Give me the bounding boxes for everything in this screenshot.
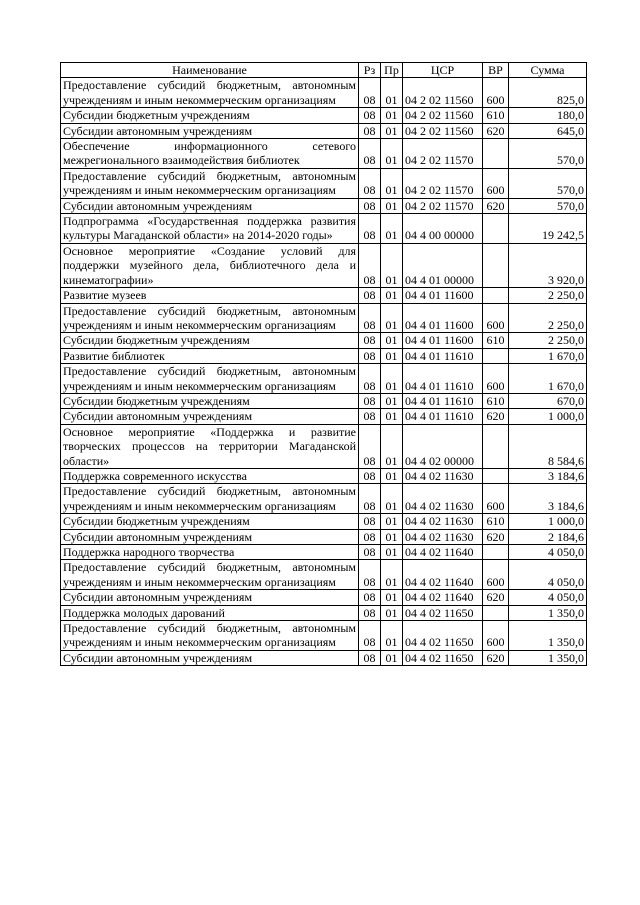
row-vr-cell: 600 xyxy=(483,621,509,651)
row-vr-cell xyxy=(483,545,509,560)
row-name-cell: Поддержка народного творчества xyxy=(61,545,359,560)
row-pr-cell: 01 xyxy=(381,409,403,424)
row-pr-cell: 01 xyxy=(381,650,403,665)
row-rz-cell: 08 xyxy=(359,409,381,424)
row-vr-cell: 610 xyxy=(483,393,509,408)
table-row xyxy=(61,393,587,408)
row-rz-cell: 08 xyxy=(359,168,381,198)
row-rz-cell: 08 xyxy=(359,288,381,303)
row-name-cell: Субсидии автономным учреждениям xyxy=(61,198,359,213)
row-name-cell: Предоставление субсидий бюджетным, автономным учреждениям и иным некоммерческим организациям xyxy=(61,484,359,514)
row-csr-cell: 04 4 02 11630 xyxy=(403,514,483,529)
table-row xyxy=(61,605,587,620)
row-sum-cell: 3 184,6 xyxy=(509,468,587,483)
row-csr-cell: 04 4 02 11650 xyxy=(403,650,483,665)
row-csr-cell: 04 4 01 11600 xyxy=(403,333,483,348)
table-row xyxy=(61,514,587,529)
row-rz-cell: 08 xyxy=(359,621,381,651)
row-vr-cell: 620 xyxy=(483,198,509,213)
row-pr-cell: 01 xyxy=(381,168,403,198)
row-csr-cell: 04 2 02 11570 xyxy=(403,168,483,198)
row-sum-cell: 180,0 xyxy=(509,108,587,123)
row-pr-cell: 01 xyxy=(381,214,403,244)
row-sum-cell: 8 584,6 xyxy=(509,424,587,468)
row-vr-cell: 600 xyxy=(483,560,509,590)
row-name-cell: Предоставление субсидий бюджетным, автономным учреждениям и иным некоммерческим организациям xyxy=(61,303,359,333)
budget-table xyxy=(60,62,587,666)
row-rz-cell: 08 xyxy=(359,214,381,244)
row-pr-cell: 01 xyxy=(381,393,403,408)
row-csr-cell: 04 4 01 11610 xyxy=(403,409,483,424)
table-row xyxy=(61,139,587,169)
row-pr-cell: 01 xyxy=(381,78,403,108)
row-sum-cell: 4 050,0 xyxy=(509,560,587,590)
row-rz-cell: 08 xyxy=(359,348,381,363)
row-sum-cell: 3 184,6 xyxy=(509,484,587,514)
row-pr-cell: 01 xyxy=(381,243,403,287)
row-csr-cell: 04 4 02 11650 xyxy=(403,605,483,620)
row-vr-cell: 610 xyxy=(483,108,509,123)
row-rz-cell: 08 xyxy=(359,529,381,544)
row-vr-cell: 600 xyxy=(483,78,509,108)
row-pr-cell: 01 xyxy=(381,123,403,138)
row-csr-cell: 04 4 00 00000 xyxy=(403,214,483,244)
row-sum-cell: 1 350,0 xyxy=(509,605,587,620)
row-rz-cell: 08 xyxy=(359,590,381,605)
row-sum-cell: 1 350,0 xyxy=(509,650,587,665)
row-pr-cell: 01 xyxy=(381,139,403,169)
table-row xyxy=(61,214,587,244)
table-header-row xyxy=(61,63,587,78)
row-sum-cell: 825,0 xyxy=(509,78,587,108)
table-row xyxy=(61,560,587,590)
row-name-cell: Субсидии автономным учреждениям xyxy=(61,529,359,544)
row-csr-cell: 04 4 01 11610 xyxy=(403,364,483,394)
row-name-cell: Подпрограмма «Государственная поддержка развития культуры Магаданской области» на 2014-2020 годы» xyxy=(61,214,359,244)
row-name-cell: Поддержка современного искусства xyxy=(61,468,359,483)
row-sum-cell: 1 350,0 xyxy=(509,621,587,651)
row-csr-cell: 04 4 02 11630 xyxy=(403,484,483,514)
row-rz-cell: 08 xyxy=(359,650,381,665)
row-csr-cell: 04 4 01 00000 xyxy=(403,243,483,287)
row-sum-cell: 645,0 xyxy=(509,123,587,138)
table-row xyxy=(61,78,587,108)
row-sum-cell: 570,0 xyxy=(509,139,587,169)
row-sum-cell: 4 050,0 xyxy=(509,545,587,560)
row-rz-cell: 08 xyxy=(359,560,381,590)
row-pr-cell: 01 xyxy=(381,545,403,560)
row-pr-cell: 01 xyxy=(381,108,403,123)
row-pr-cell: 01 xyxy=(381,468,403,483)
row-rz-cell: 08 xyxy=(359,123,381,138)
row-pr-cell: 01 xyxy=(381,348,403,363)
row-sum-cell: 1 670,0 xyxy=(509,364,587,394)
row-pr-cell: 01 xyxy=(381,514,403,529)
row-vr-cell xyxy=(483,243,509,287)
row-rz-cell: 08 xyxy=(359,605,381,620)
table-body xyxy=(61,78,587,666)
row-pr-cell: 01 xyxy=(381,621,403,651)
row-vr-cell: 610 xyxy=(483,514,509,529)
table-row xyxy=(61,468,587,483)
row-pr-cell: 01 xyxy=(381,333,403,348)
row-sum-cell: 19 242,5 xyxy=(509,214,587,244)
row-pr-cell: 01 xyxy=(381,364,403,394)
row-pr-cell: 01 xyxy=(381,484,403,514)
row-vr-cell: 620 xyxy=(483,409,509,424)
row-csr-cell: 04 4 01 11600 xyxy=(403,303,483,333)
row-sum-cell: 2 250,0 xyxy=(509,303,587,333)
table-row xyxy=(61,484,587,514)
row-vr-cell xyxy=(483,288,509,303)
row-csr-cell: 04 4 02 11650 xyxy=(403,621,483,651)
row-csr-cell: 04 4 02 11630 xyxy=(403,529,483,544)
row-rz-cell: 08 xyxy=(359,333,381,348)
row-rz-cell: 08 xyxy=(359,108,381,123)
row-pr-cell: 01 xyxy=(381,560,403,590)
header-rz: Рз xyxy=(359,63,381,78)
row-vr-cell: 600 xyxy=(483,168,509,198)
row-name-cell: Развитие музеев xyxy=(61,288,359,303)
row-csr-cell: 04 2 02 11570 xyxy=(403,139,483,169)
row-rz-cell: 08 xyxy=(359,303,381,333)
row-vr-cell xyxy=(483,424,509,468)
row-csr-cell: 04 4 01 11600 xyxy=(403,288,483,303)
row-csr-cell: 04 4 02 11640 xyxy=(403,590,483,605)
header-csr: ЦСР xyxy=(403,63,483,78)
table-row xyxy=(61,529,587,544)
table-row xyxy=(61,424,587,468)
row-rz-cell: 08 xyxy=(359,514,381,529)
table-row xyxy=(61,198,587,213)
row-csr-cell: 04 4 02 11640 xyxy=(403,560,483,590)
table-row xyxy=(61,303,587,333)
row-rz-cell: 08 xyxy=(359,424,381,468)
row-vr-cell: 620 xyxy=(483,650,509,665)
row-rz-cell: 08 xyxy=(359,484,381,514)
row-name-cell: Основное мероприятие «Поддержка и развитие творческих процессов на территории Магаданской области» xyxy=(61,424,359,468)
row-name-cell: Субсидии бюджетным учреждениям xyxy=(61,108,359,123)
row-name-cell: Предоставление субсидий бюджетным, автономным учреждениям и иным некоммерческим организациям xyxy=(61,560,359,590)
row-name-cell: Поддержка молодых дарований xyxy=(61,605,359,620)
row-vr-cell: 600 xyxy=(483,303,509,333)
row-vr-cell xyxy=(483,605,509,620)
row-vr-cell: 620 xyxy=(483,590,509,605)
row-rz-cell: 08 xyxy=(359,393,381,408)
row-name-cell: Субсидии автономным учреждениям xyxy=(61,650,359,665)
row-sum-cell: 2 184,6 xyxy=(509,529,587,544)
row-vr-cell: 600 xyxy=(483,364,509,394)
row-rz-cell: 08 xyxy=(359,139,381,169)
header-vr: ВР xyxy=(483,63,509,78)
table-row xyxy=(61,545,587,560)
row-csr-cell: 04 2 02 11560 xyxy=(403,123,483,138)
row-name-cell: Субсидии бюджетным учреждениям xyxy=(61,514,359,529)
row-csr-cell: 04 2 02 11560 xyxy=(403,108,483,123)
row-pr-cell: 01 xyxy=(381,288,403,303)
row-csr-cell: 04 4 02 11630 xyxy=(403,468,483,483)
row-name-cell: Основное мероприятие «Создание условий для поддержки музейного дела, библиотечного дела и кинематографии» xyxy=(61,243,359,287)
row-name-cell: Субсидии автономным учреждениям xyxy=(61,590,359,605)
header-name: Наименование xyxy=(61,63,359,78)
row-pr-cell: 01 xyxy=(381,424,403,468)
row-vr-cell: 610 xyxy=(483,333,509,348)
row-name-cell: Обеспечение информационного сетевого межрегионального взаимодействия библиотек xyxy=(61,139,359,169)
row-name-cell: Предоставление субсидий бюджетным, автономным учреждениям и иным некоммерческим организациям xyxy=(61,621,359,651)
table-row xyxy=(61,123,587,138)
row-rz-cell: 08 xyxy=(359,198,381,213)
row-vr-cell: 600 xyxy=(483,484,509,514)
row-pr-cell: 01 xyxy=(381,605,403,620)
row-rz-cell: 08 xyxy=(359,545,381,560)
row-sum-cell: 1 670,0 xyxy=(509,348,587,363)
row-vr-cell xyxy=(483,348,509,363)
table-row xyxy=(61,243,587,287)
row-name-cell: Предоставление субсидий бюджетным, автономным учреждениям и иным некоммерческим организациям xyxy=(61,168,359,198)
row-sum-cell: 3 920,0 xyxy=(509,243,587,287)
table-row xyxy=(61,364,587,394)
table-row xyxy=(61,168,587,198)
row-name-cell: Субсидии автономным учреждениям xyxy=(61,409,359,424)
row-sum-cell: 4 050,0 xyxy=(509,590,587,605)
row-rz-cell: 08 xyxy=(359,243,381,287)
row-vr-cell: 620 xyxy=(483,123,509,138)
row-rz-cell: 08 xyxy=(359,468,381,483)
table-row xyxy=(61,621,587,651)
table-row xyxy=(61,348,587,363)
table-row xyxy=(61,409,587,424)
row-sum-cell: 570,0 xyxy=(509,198,587,213)
row-sum-cell: 1 000,0 xyxy=(509,514,587,529)
row-sum-cell: 2 250,0 xyxy=(509,333,587,348)
row-vr-cell xyxy=(483,468,509,483)
table-row xyxy=(61,590,587,605)
row-name-cell: Субсидии автономным учреждениям xyxy=(61,123,359,138)
header-pr: Пр xyxy=(381,63,403,78)
row-vr-cell xyxy=(483,139,509,169)
row-csr-cell: 04 4 02 00000 xyxy=(403,424,483,468)
row-pr-cell: 01 xyxy=(381,303,403,333)
row-name-cell: Субсидии бюджетным учреждениям xyxy=(61,333,359,348)
row-sum-cell: 1 000,0 xyxy=(509,409,587,424)
row-csr-cell: 04 2 02 11570 xyxy=(403,198,483,213)
row-vr-cell: 620 xyxy=(483,529,509,544)
table-row xyxy=(61,333,587,348)
row-csr-cell: 04 2 02 11560 xyxy=(403,78,483,108)
row-sum-cell: 2 250,0 xyxy=(509,288,587,303)
row-rz-cell: 08 xyxy=(359,78,381,108)
table-row xyxy=(61,108,587,123)
row-csr-cell: 04 4 01 11610 xyxy=(403,348,483,363)
row-name-cell: Предоставление субсидий бюджетным, автономным учреждениям и иным некоммерческим организациям xyxy=(61,78,359,108)
row-vr-cell xyxy=(483,214,509,244)
row-name-cell: Предоставление субсидий бюджетным, автономным учреждениям и иным некоммерческим организациям xyxy=(61,364,359,394)
row-sum-cell: 670,0 xyxy=(509,393,587,408)
header-sum: Сумма xyxy=(509,63,587,78)
row-pr-cell: 01 xyxy=(381,198,403,213)
table-row xyxy=(61,288,587,303)
table-row xyxy=(61,650,587,665)
row-rz-cell: 08 xyxy=(359,364,381,394)
row-pr-cell: 01 xyxy=(381,590,403,605)
row-csr-cell: 04 4 02 11640 xyxy=(403,545,483,560)
row-sum-cell: 570,0 xyxy=(509,168,587,198)
row-name-cell: Развитие библиотек xyxy=(61,348,359,363)
row-pr-cell: 01 xyxy=(381,529,403,544)
row-name-cell: Субсидии бюджетным учреждениям xyxy=(61,393,359,408)
row-csr-cell: 04 4 01 11610 xyxy=(403,393,483,408)
